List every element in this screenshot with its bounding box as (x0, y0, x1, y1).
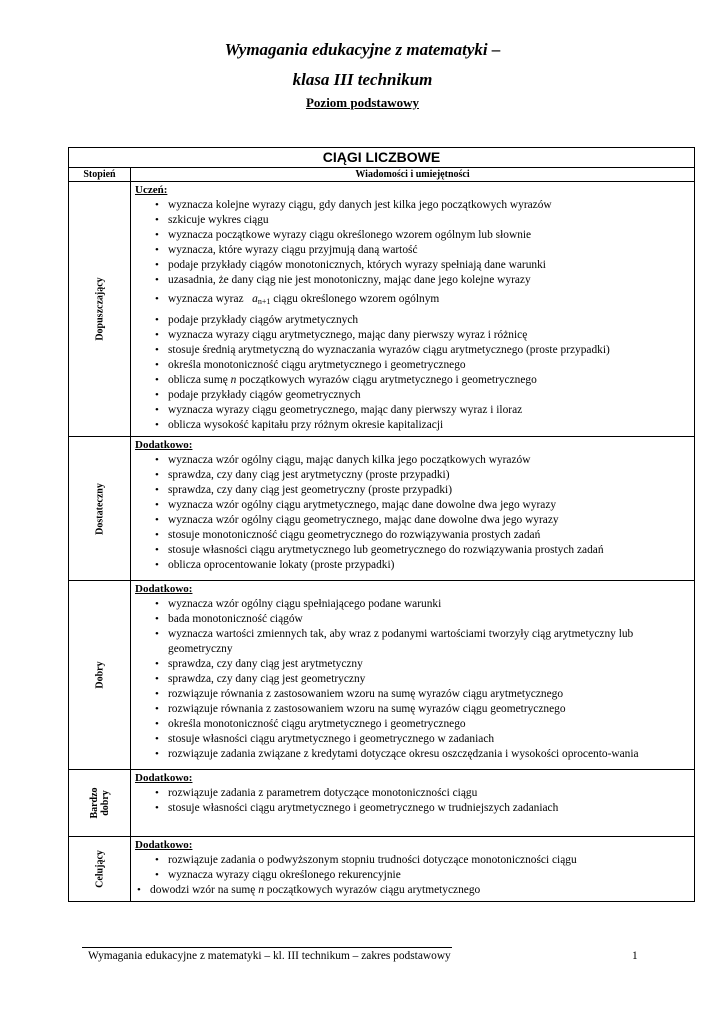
column-header-level: Stopień (69, 168, 131, 182)
formula-symbol: n (258, 884, 264, 896)
row-intro: Dodatkowo: (135, 772, 193, 784)
list-item: • sprawdza, czy dany ciąg jest geometryczny (proste przypadki) (135, 483, 690, 498)
list-item-text-tail: początkowych wyrazów ciągu arytmetycznego (266, 884, 481, 896)
list-item-text: wyznacza wyraz (168, 293, 244, 305)
list-item (135, 883, 690, 898)
list-item: • rozwiązuje zadania z parametrem dotyczące monotoniczności ciągu (135, 786, 690, 801)
list-item: • rozwiązuje zadania o podwyższonym stopniu trudności dotyczące monotoniczności ciągu (135, 853, 690, 868)
list-item: • wyznacza wyrazy ciągu geometrycznego, mając dany pierwszy wyraz i iloraz (135, 403, 690, 418)
list-item: • oblicza wysokość kapitału przy różnym okresie kapitalizacji (135, 418, 690, 433)
level-label: Celujący (94, 850, 105, 888)
list-item: • wyznacza początkowe wyrazy ciągu określonego wzorem ogólnym lub słownie (135, 228, 690, 243)
skills-list (135, 453, 690, 573)
list-item: • stosuje własności ciągu arytmetycznego lub geometrycznego do rozwiązywania prostych zadań (135, 543, 690, 558)
row-intro: Uczeń: (135, 184, 168, 196)
list-item: • rozwiązuje równania z zastosowaniem wzoru na sumę wyrazów ciągu arytmetycznego (135, 687, 690, 702)
skills-cell (131, 581, 695, 770)
list-item: • wyznacza wyrazy ciągu arytmetycznego, mając dany pierwszy wyraz i różnicę (135, 328, 690, 343)
list-item: • oblicza oprocentowanie lokaty (proste przypadki) (135, 558, 690, 573)
level-label (89, 787, 111, 818)
row-intro: Dodatkowo: (135, 583, 193, 595)
section-title: CIĄGI LICZBOWE (69, 148, 695, 168)
list-item: • sprawdza, czy dany ciąg jest geometryczny (135, 672, 690, 687)
skills-list (135, 853, 690, 898)
list-item: • wyznacza wyrazy ciągu określonego rekurencyjnie (135, 868, 690, 883)
row-intro: Dodatkowo: (135, 839, 193, 851)
list-item-text: oblicza sumę (168, 374, 228, 386)
list-item: • wyznacza wzór ogólny ciągu spełniającego podane warunki (135, 597, 690, 612)
level-label: Dostateczny (94, 482, 105, 535)
list-item: • stosuje własności ciągu arytmetycznego i geometrycznego w trudniejszych zadaniach (135, 801, 690, 816)
level-label-line2: dobry (99, 790, 111, 816)
skills-cell (131, 182, 695, 437)
list-item: • stosuje średnią arytmetyczną do wyznaczania wyrazów ciągu arytmetycznego (proste przypadki) (135, 343, 690, 358)
list-item-text: dowodzi wzór na sumę (150, 884, 256, 896)
list-item: • sprawdza, czy dany ciąg jest arytmetyczny (135, 657, 690, 672)
column-header-skills: Wiadomości i umiejętności (131, 168, 695, 182)
formula-subscript: n+1 (257, 297, 271, 306)
level-label: Dopuszczający (94, 277, 105, 341)
list-item: • wyznacza kolejne wyrazy ciągu, gdy danych jest kilka jego początkowych wyrazów (135, 198, 690, 213)
table-row-bardzo-dobry (69, 770, 695, 837)
footer-text: Wymagania edukacyjne z matematyki – kl. III technikum – zakres podstawowy (88, 950, 451, 962)
document-title-line1: Wymagania edukacyjne z matematyki – (224, 40, 501, 59)
level-cell (69, 182, 131, 437)
list-item: • wyznacza wzór ogólny ciągu geometrycznego, mając dane dowolne dwa jego wyrazy (135, 513, 690, 528)
list-item: • szkicuje wykres ciągu (135, 213, 690, 228)
list-item: • stosuje własności ciągu arytmetycznego i geometrycznego w zadaniach (135, 732, 690, 747)
list-item: • wyznacza, które wyrazy ciągu przyjmują daną wartość (135, 243, 690, 258)
list-item: • stosuje monotoniczność ciągu geometrycznego do rozwiązywania prostych zadań (135, 528, 690, 543)
skills-list (135, 786, 690, 816)
list-item: • określa monotoniczność ciągu arytmetycznego i geometrycznego (135, 358, 690, 373)
skills-list (135, 198, 690, 433)
level-cell (69, 837, 131, 902)
formula-symbol: a (252, 293, 258, 305)
skills-list (135, 597, 690, 762)
list-item: • wyznacza wartości zmiennych tak, aby wraz z podanymi wartościami tworzyły ciąg arytmetyczny lub geometryczny (135, 627, 690, 657)
list-item-text-tail: ciągu określonego wzorem ogólnym (273, 293, 440, 305)
list-item: • sprawdza, czy dany ciąg jest arytmetyczny (proste przypadki) (135, 468, 690, 483)
level-label: Dobry (94, 661, 105, 689)
list-item (135, 288, 690, 313)
document-title-line2: klasa III technikum (292, 70, 433, 89)
table-row-dostateczny (69, 437, 695, 581)
list-item: • podaje przykłady ciągów arytmetycznych (135, 313, 690, 328)
list-item: • podaje przykłady ciągów monotonicznych, których wyrazy spełniają dane warunki (135, 258, 690, 273)
list-item: • rozwiązuje zadania związane z kredytami dotyczące okresu oszczędzania i wysokości oprocento-wania (135, 747, 690, 762)
formula-symbol: n (230, 374, 237, 386)
table-row-celujacy (69, 837, 695, 902)
list-item: • podaje przykłady ciągów geometrycznych (135, 388, 690, 403)
footer-divider (82, 947, 452, 948)
section-header-row (69, 148, 695, 168)
row-intro: Dodatkowo: (135, 439, 193, 451)
list-item: • określa monotoniczność ciągu arytmetycznego i geometrycznego (135, 717, 690, 732)
level-cell (69, 770, 131, 837)
page-number: 1 (632, 950, 638, 962)
list-item: • rozwiązuje równania z zastosowaniem wzoru na sumę wyrazów ciągu geometrycznego (135, 702, 690, 717)
table-row-dobry (69, 581, 695, 770)
level-cell (69, 581, 131, 770)
list-item: • wyznacza wzór ogólny ciągu arytmetycznego, mając dane dowolne dwa jego wyrazy (135, 498, 690, 513)
skills-cell (131, 837, 695, 902)
requirements-table (68, 147, 695, 902)
skills-cell (131, 437, 695, 581)
list-item-text-tail: początkowych wyrazów ciągu arytmetycznego i geometrycznego (239, 374, 537, 386)
document-subtitle: Poziom podstawowy (305, 95, 420, 110)
list-item: • wyznacza wzór ogólny ciągu, mając danych kilka jego początkowych wyrazów (135, 453, 690, 468)
level-label-line1: Bardzo (88, 787, 100, 819)
column-header-row (69, 168, 695, 182)
list-item: • bada monotoniczność ciągów (135, 612, 690, 627)
level-cell (69, 437, 131, 581)
list-item: • uzasadnia, że dany ciąg nie jest monotoniczny, mając dane jego kolejne wyrazy (135, 273, 690, 288)
skills-cell (131, 770, 695, 837)
table-row-dopuszczajacy (69, 182, 695, 437)
list-item (135, 373, 690, 388)
